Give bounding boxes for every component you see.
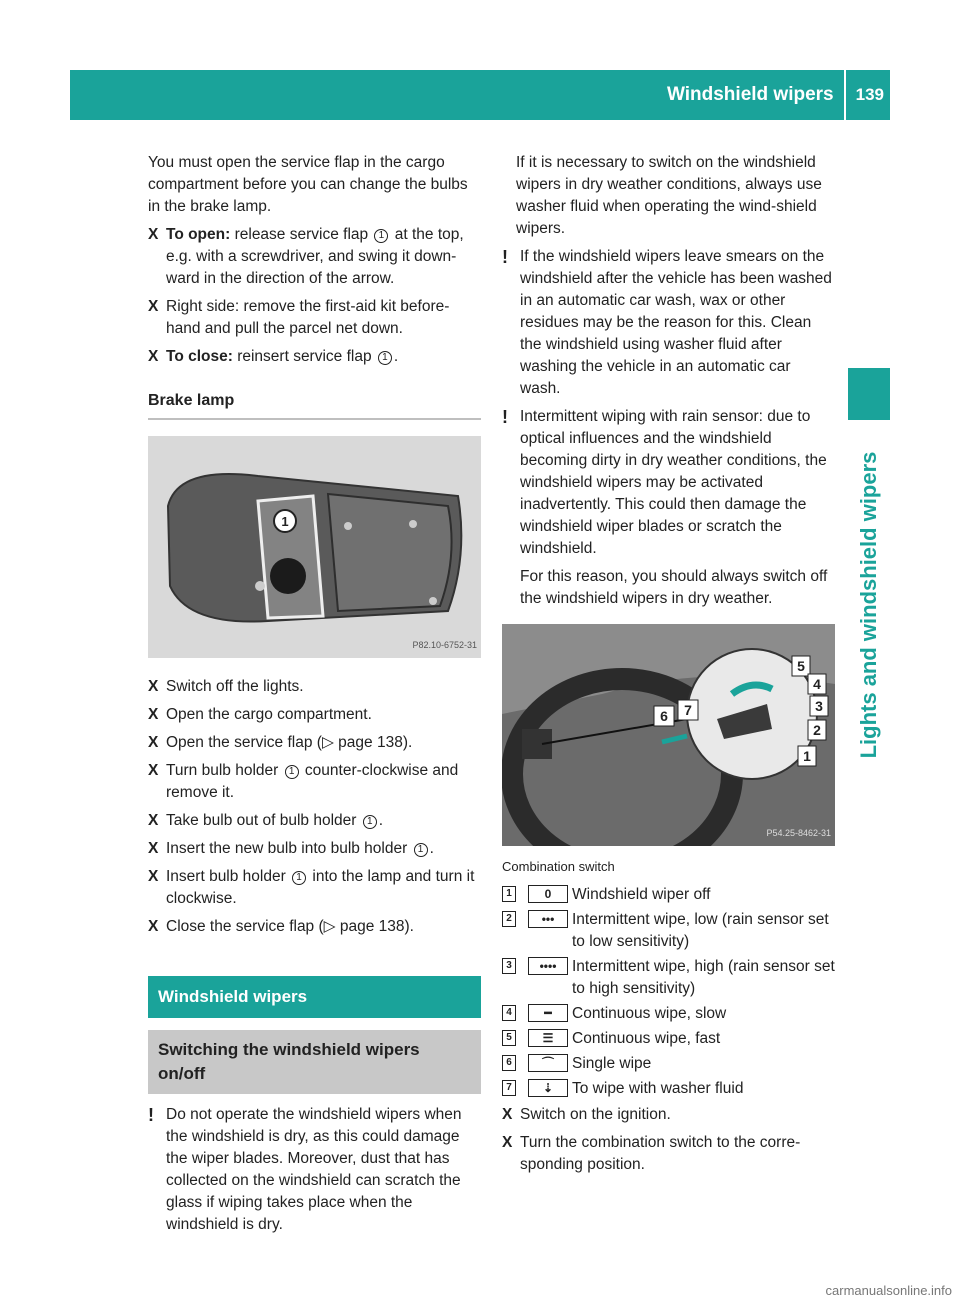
legend-text: Single wipe	[572, 1055, 652, 1072]
legend-row	[502, 884, 835, 906]
switch-legend	[502, 884, 835, 1100]
dry-weather-advice: For this reason, you should always switch off the windshield wipers in dry weather.	[520, 568, 828, 607]
step-insert-bulb-holder: X Insert bulb holder 1 into the lamp and turn it clockwise.	[148, 868, 475, 907]
wiper-symbol-icon: ☰	[528, 1029, 568, 1047]
step-marker-icon: X	[148, 348, 159, 365]
wiper-symbol-icon: ━	[528, 1004, 568, 1022]
step-marker-icon: X	[148, 762, 159, 779]
legend-number: 7	[502, 1080, 516, 1096]
step-marker-icon: X	[502, 1134, 513, 1151]
step-to-open: X To open: release service flap 1 at the top, e.g. with a screwdriver, and swing it down-ward in the direction of the arrow.	[148, 226, 464, 287]
footer-watermark: carmanualsonline.info	[825, 1283, 952, 1298]
legend-number: 3	[502, 958, 516, 974]
warning-note-smears: ! If the windshield wipers leave smears on the windshield after the vehicle has been washed in an automatic car wash, wax or other residues may be the reason for this. Clean the windshield using washer fluid after washing the vehicle in an automatic car wash.	[502, 247, 832, 397]
right-column	[502, 152, 835, 1182]
step-right-side: X Right side: remove the first-aid kit before-hand and pull the parcel net down.	[148, 298, 450, 337]
legend-text: Continuous wipe, fast	[572, 1030, 721, 1047]
callout-1: 1	[285, 765, 299, 779]
svg-text:1: 1	[803, 748, 811, 764]
legend-text: Windshield wiper off	[572, 886, 711, 903]
legend-number: 5	[502, 1030, 516, 1046]
step-marker-icon: X	[148, 706, 159, 723]
step-turn-bulb-holder: X Turn bulb holder 1 counter-clockwise and remove it.	[148, 762, 459, 801]
wiper-symbol-icon: 0	[528, 885, 568, 903]
step-open-service-flap: X Open the service flap (▷ page 138).	[148, 732, 481, 754]
running-header	[667, 70, 890, 120]
callout-1: 1	[292, 871, 306, 885]
warning-icon: !	[502, 407, 508, 427]
brake-lamp-illustration	[148, 436, 481, 658]
legend-number: 2	[502, 911, 516, 927]
svg-text:7: 7	[684, 702, 692, 718]
svg-text:1: 1	[281, 514, 289, 529]
legend-number: 4	[502, 1005, 516, 1021]
callout-1: 1	[414, 843, 428, 857]
step-open-cargo: X Open the cargo compartment.	[148, 704, 481, 726]
combination-switch-figure	[502, 624, 835, 846]
step-marker-icon: X	[148, 812, 159, 829]
warning-icon: !	[148, 1105, 154, 1125]
warning-note-dry-windshield: ! Do not operate the windshield wipers when the windshield is dry, as this could damage the wiper blades. Moreover, dust that has collected on the windshield can scratch the glass if wiping takes place when the windshield is dry.	[148, 1105, 462, 1233]
step-marker-icon: X	[148, 226, 159, 243]
step-close-service-flap: X Close the service flap (▷ page 138).	[148, 916, 481, 938]
step-marker-icon: X	[148, 918, 159, 935]
subsection-heading-switching: Switching the windshield wipers on/off	[148, 1030, 481, 1094]
left-column	[148, 152, 481, 1242]
wiper-symbol-icon: •••	[528, 910, 568, 928]
step-marker-icon: X	[148, 840, 159, 857]
header-title: Windshield wipers	[666, 84, 834, 105]
step-insert-new-bulb: X Insert the new bulb into bulb holder 1 .	[148, 838, 481, 860]
dry-weather-text: If it is necessary to switch on the windshield wipers in dry weather conditions, always use washer fluid when operating the wind-shield wipers.	[516, 154, 822, 237]
figure-caption: Combination switch	[502, 859, 615, 874]
warning-icon: !	[502, 247, 508, 267]
step-turn-combination-switch: X Turn the combination switch to the corre-sponding position.	[502, 1134, 801, 1173]
wiper-symbol-icon: ⇣	[528, 1079, 568, 1097]
step-switch-off-lights: X Switch off the lights.	[148, 676, 481, 698]
step-marker-icon: X	[148, 678, 159, 695]
callout-1: 1	[374, 229, 388, 243]
svg-text:2: 2	[813, 722, 821, 738]
side-chapter-label: Lights and windshield wipers	[856, 451, 881, 759]
legend-number: 6	[502, 1055, 516, 1071]
legend-row	[502, 909, 835, 953]
section-heading-windshield-wipers: Windshield wipers	[148, 976, 481, 1018]
wiper-symbol-icon: ••••	[528, 957, 568, 975]
wiper-symbol-icon: ⌒	[528, 1054, 568, 1072]
brake-lamp-figure	[148, 436, 481, 658]
intro-text: You must open the service flap in the cargo compartment before you can change the bulbs in the brake lamp.	[148, 154, 468, 215]
step-to-close: X To close: reinsert service flap 1 .	[148, 346, 481, 368]
step-marker-icon: X	[148, 868, 159, 885]
figure-code: P82.10-6752-31	[412, 640, 477, 650]
svg-text:6: 6	[660, 708, 668, 724]
warning-note-rain-sensor: ! Intermittent wiping with rain sensor: due to optical influences and the windshield becoming dirty in dry weather conditions, the windshield wipers may be activated inadvertently. This could then damage the windshield wiper blades or scratch the windshield. For this reason, you should always switch off the windshield wipers in dry weather.	[502, 406, 835, 610]
legend-row	[502, 1028, 835, 1050]
legend-text: Intermittent wipe, low (rain sensor set to low sensitivity)	[572, 911, 829, 950]
step-take-bulb-out: X Take bulb out of bulb holder 1 .	[148, 810, 481, 832]
page-number: 139	[855, 85, 884, 104]
legend-text: Intermittent wipe, high (rain sensor set to high sensitivity)	[572, 958, 835, 997]
legend-number: 1	[502, 886, 516, 902]
legend-row	[502, 1053, 835, 1075]
callout-1: 1	[378, 351, 392, 365]
step-switch-on-ignition: X Switch on the ignition.	[502, 1104, 835, 1126]
figure-code: P54.25-8462-31	[766, 828, 831, 838]
svg-text:3: 3	[815, 698, 823, 714]
step-marker-icon: X	[148, 734, 159, 751]
brake-lamp-heading: Brake lamp	[148, 390, 481, 420]
legend-row	[502, 1003, 835, 1025]
step-marker-icon: X	[502, 1106, 513, 1123]
combination-switch-illustration	[502, 624, 835, 846]
callout-1: 1	[363, 815, 377, 829]
svg-text:4: 4	[813, 676, 821, 692]
side-tab-marker	[848, 368, 890, 420]
svg-text:5: 5	[797, 658, 805, 674]
legend-text: To wipe with washer fluid	[572, 1080, 744, 1097]
legend-row	[502, 1078, 835, 1100]
legend-text: Continuous wipe, slow	[572, 1005, 727, 1022]
legend-row	[502, 956, 835, 1000]
step-marker-icon: X	[148, 298, 159, 315]
